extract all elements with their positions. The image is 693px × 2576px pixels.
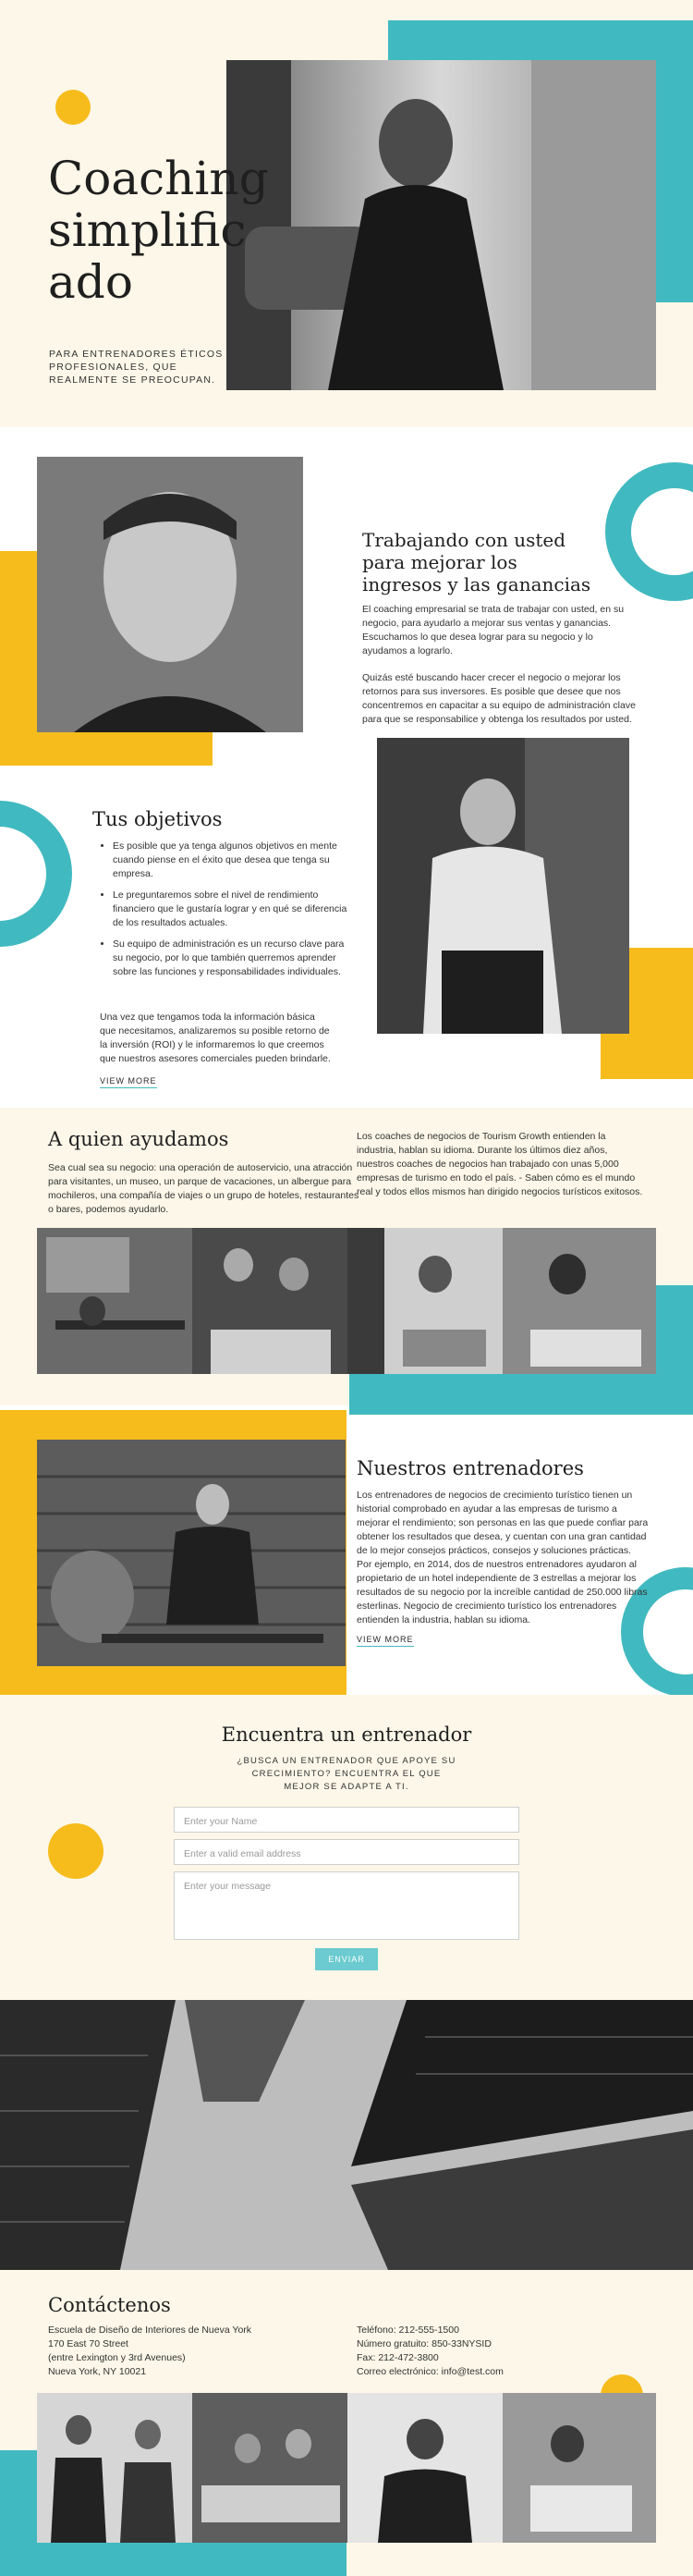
email-line: Correo electrónico: info@test.com (357, 2366, 504, 2377)
address-line: 170 East 70 Street (48, 2338, 128, 2349)
hero-title-line2: simplific (48, 203, 247, 257)
form-yellow-dot (48, 1823, 103, 1879)
portrait-photo-man (37, 457, 303, 732)
goals-view-more-link[interactable]: VIEW MORE (100, 1076, 157, 1088)
hero-yellow-dot (55, 90, 91, 125)
trainers-view-more-link[interactable]: VIEW MORE (357, 1635, 414, 1647)
working-title: Trabajando con usted para mejorar los ingresos y las ganancias (362, 529, 591, 595)
form-title: Encuentra un entrenador (221, 1723, 472, 1746)
phone-line: Número gratuito: 850-33NYSID (357, 2338, 492, 2349)
contact-address (48, 2324, 325, 2379)
contact-photo-2 (192, 2393, 347, 2543)
help-right-text: Los coaches de negocios de Tourism Growth entienden la industria, hablan su idioma. Durante los últimos diez años, nuestros coaches de negocios han trabajado con unas 5,000 empresas de turismo en todo el país. - Saben cómo es el mundo real y todos ellos mismos han dirigido negocios turísticos exitosos. (357, 1131, 643, 1197)
goals-list-item: • Le preguntaremos sobre el nivel de rendimiento financiero que le gustaría lograr y en qué se diferencia de los resultados actuales. (113, 889, 349, 930)
city-banner-photo (0, 2000, 693, 2270)
name-input[interactable]: Enter your Name (174, 1807, 519, 1833)
help-title: A quien ayudamos (48, 1128, 229, 1150)
trainers-text: Los entrenadores de negocios de crecimiento turístico tienen un historial comprobado en ayudar a las empresas de turismo a mejorar el rendimiento; son personas en las que puede confiar para obtener los resultados que desea, y cuentan con una gran cantidad de lo mejor consejos prácticos, consejos y soluciones prácticas. Por ejemplo, en 2014, dos de nuestros entrenadores ayudaron al propietario de un hotel independiente de 3 estrellas a mejorar los resultados de su negocio por la increíble cantidad de 250.000 libras esterlinas. Negocio de crecimiento turístico los entrenadores entienden la industria, hablan su idioma. (357, 1490, 649, 1625)
phone-line: Fax: 212-472-3800 (357, 2352, 439, 2363)
form-subtitle: ¿BUSCA UN ENTRENADOR QUE APOYE SU CRECIMIENTO? ENCUENTRA EL QUE MEJOR SE ADAPTE A TI. (237, 1756, 456, 1792)
contact-photo-3 (347, 2393, 503, 2543)
goals-paragraph: Una vez que tengamos toda la información básica que necesitamos, analizaremos su posible retorno de la inversión (ROI) y le informaremos lo que creemos que nuestros asesores comerciales pueden brindarle. (100, 1012, 331, 1064)
submit-button[interactable]: ENVIAR (315, 1948, 378, 1970)
trainers-photo-man-bench (37, 1440, 346, 1666)
hero-title-line3: ado (48, 255, 133, 309)
address-line: (entre Lexington y 3rd Avenues) (48, 2352, 186, 2363)
help-left-text: Sea cual sea su negocio: una operación de autoservicio, una atracción para visitantes, un museo, un parque de vacaciones, un albergue para mochileros, una compañía de viajes o un grupo de hoteles, restaurantes o bares, podemos ayudarlo. (48, 1162, 359, 1215)
help-photo-4 (503, 1228, 656, 1374)
working-paragraph-2: Quizás esté buscando hacer crecer el negocio o mejorar los retornos para sus inversores. Es posible que desee que nos concentremos en capacitar a su equipo de administración clave para que se responsabilice y obtenga los resultados por usted. (362, 672, 636, 725)
message-textarea[interactable]: Enter your message (174, 1871, 519, 1940)
contact-title: Contáctenos (48, 2294, 171, 2316)
goals-list (98, 840, 349, 987)
teal-ring-right (605, 462, 693, 601)
help-photo-1 (37, 1228, 192, 1374)
working-paragraph-1: El coaching empresarial se trata de trabajar con usted, en su negocio, para ayudarlo a mejorar sus ventas y ganancias. Escuchamos lo que desea lograr para su negocio y lo ayudamos a lograrlo. (362, 604, 625, 656)
hero-subtitle: PARA ENTRENADORES ÉTICOS PROFESIONALES, QUE REALMENTE SE PREOCUPAN. (49, 349, 224, 386)
help-photo-3 (347, 1228, 503, 1374)
trainers-title: Nuestros entrenadores (357, 1457, 584, 1479)
photo-smiling-man (377, 738, 629, 1034)
hero-title (48, 153, 288, 308)
phone-line: Teléfono: 212-555-1500 (357, 2325, 459, 2336)
help-photo-2 (192, 1228, 347, 1374)
contact-photo-1 (37, 2393, 192, 2543)
address-line: Escuela de Diseño de Interiores de Nueva York (48, 2325, 252, 2336)
address-line: Nueva York, NY 10021 (48, 2366, 147, 2377)
goals-list-item: • Es posible que ya tenga algunos objetivos en mente cuando piense en el éxito que desea que tenga su empresa. (113, 840, 349, 881)
goals-list-item: • Su equipo de administración es un recurso clave para su negocio, por lo que también querremos aprender sobre las funciones y responsabilidades individuales. (113, 938, 349, 979)
contact-phones (357, 2324, 634, 2379)
email-input[interactable]: Enter a valid email address (174, 1839, 519, 1865)
contact-photo-4 (503, 2393, 656, 2543)
goals-title: Tus objetivos (92, 808, 223, 830)
hero-photo-man-street (226, 60, 656, 390)
hero-title-line1: Coaching (48, 152, 269, 205)
teal-ring-left (0, 801, 72, 947)
